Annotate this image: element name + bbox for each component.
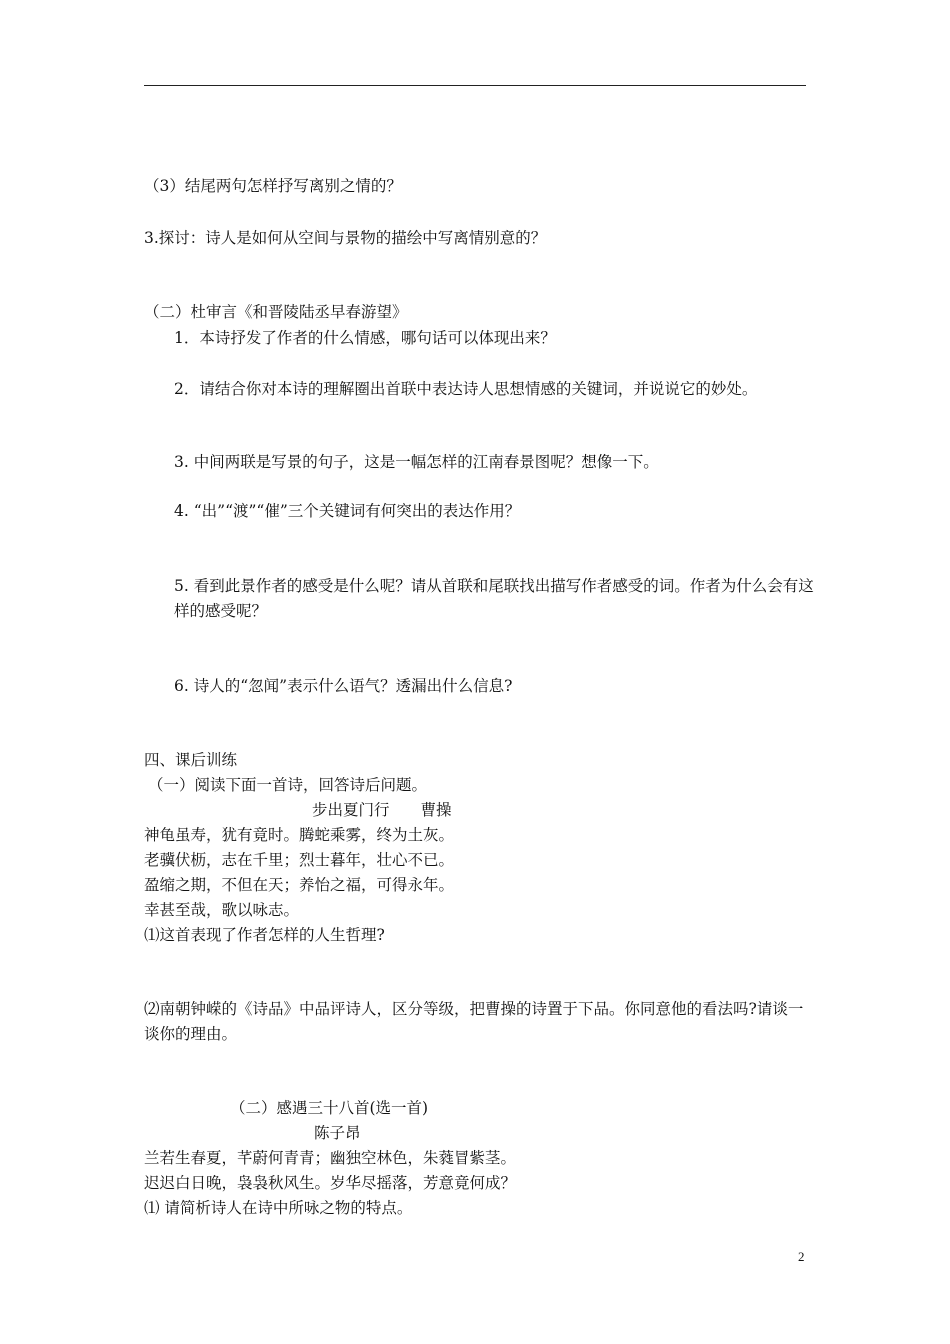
poem-1-line-3: 盈缩之期，不但在天；养怡之福，可得永年。 <box>144 876 455 894</box>
question-3-ending: （3）结尾两句怎样抒写离别之情的？ <box>144 177 402 195</box>
section-2-question-5: 5. 看到此景作者的感受是什么呢？请从首联和尾联找出描写作者感受的词。作者为什么会有这样的感受呢？ <box>174 577 814 620</box>
exercise-2-question-1: ⑴ 请简析诗人在诗中所咏之物的特点。 <box>144 1199 413 1217</box>
page-number: 2 <box>798 1249 805 1264</box>
section-2-question-2: 2．请结合你对本诗的理解圈出首联中表达诗人思想情感的关键词，并说说它的妙处。 <box>174 380 758 398</box>
exercise-1-question-2: ⑵南朝钟嵘的《诗品》中品评诗人，区分等级，把曹操的诗置于下品。你同意他的看法吗?请谈一谈你的理由。 <box>144 1000 804 1043</box>
section-2-title: （二）杜审言《和晋陵陆丞早春游望》 <box>144 303 408 321</box>
exercise-1-intro: （一）阅读下面一首诗，回答诗后问题。 <box>148 776 428 794</box>
section-2-question-3: 3. 中间两联是写景的句子，这是一幅怎样的江南春景图呢？想像一下。 <box>174 453 659 471</box>
part-4-heading: 四、课后训练 <box>144 751 238 769</box>
section-2-question-4: 4. “出”“渡”“催”三个关键词有何突出的表达作用？ <box>174 502 521 520</box>
poem-1-title: 步出夏门行 曹操 <box>312 801 452 819</box>
poem-1-line-2: 老骥伏枥，志在千里；烈士暮年，壮心不已。 <box>144 851 455 869</box>
poem-2-line-1: 兰若生春夏，芊蔚何青青；幽独空林色，朱蕤冒紫茎。 <box>144 1149 517 1167</box>
exercise-1-question-1: ⑴这首表现了作者怎样的人生哲理? <box>144 926 385 944</box>
exercise-2-title: （二）感遇三十八首(选一首) <box>230 1099 429 1117</box>
poem-1-line-1: 神龟虽寿，犹有竟时。腾蛇乘雾，终为土灰。 <box>144 826 455 844</box>
section-2-question-1: 1．本诗抒发了作者的什么情感，哪句话可以体现出来？ <box>174 329 556 347</box>
exercise-2-author: 陈子昂 <box>314 1124 361 1142</box>
explore-question: 3.探讨：诗人是如何从空间与景物的描绘中写离情别意的？ <box>144 229 547 247</box>
poem-2-line-2: 迟迟白日晚，袅袅秋风生。岁华尽摇落，芳意竟何成？ <box>144 1174 517 1192</box>
poem-1-line-4: 幸甚至哉，歌以咏志。 <box>144 901 300 919</box>
section-2-question-6: 6. 诗人的“忽闻”表示什么语气？透漏出什么信息? <box>174 677 513 695</box>
header-rule <box>144 85 806 86</box>
